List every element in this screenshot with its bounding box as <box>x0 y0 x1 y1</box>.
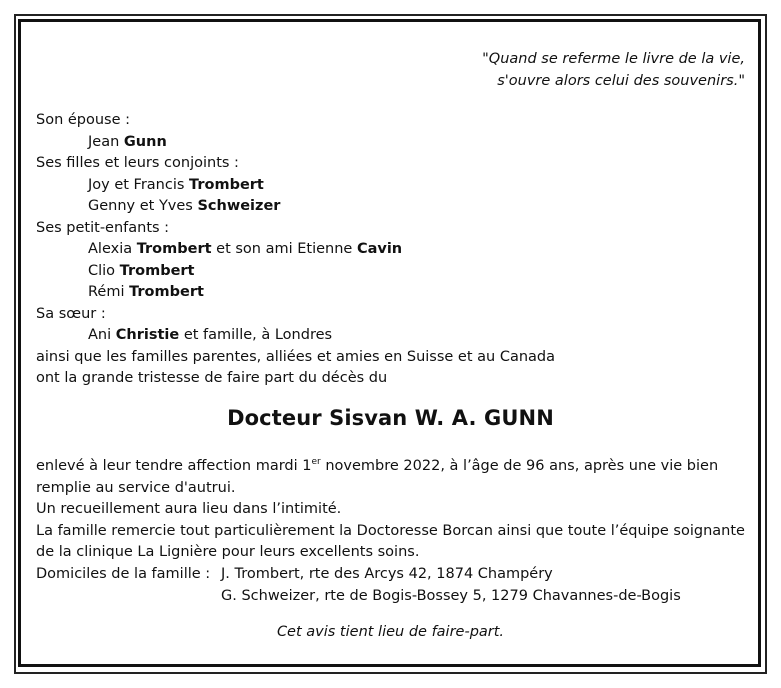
grandchild-entry <box>36 282 555 304</box>
last-name: Trombert <box>189 176 264 193</box>
addresses-label-spacer <box>36 586 221 608</box>
announcement-line: ont la grande tristesse de faire part du décès du <box>36 370 388 386</box>
ordinal-suffix: er <box>311 457 321 468</box>
footer-note: Cet avis tient lieu de faire-part. <box>276 624 505 640</box>
ceremony-paragraph: Un recueillement aura lieu dans l’intimité. <box>36 501 342 517</box>
deceased-name: Docteur Sisvan W. A. GUNN <box>227 406 554 430</box>
last-name: Gunn <box>123 133 167 150</box>
thanks-paragraph: La famille remercie tout particulièrement la Doctoresse Borcan ainsi que toute l’équipe soignante de la clinique La Lignière pour leurs excellents soins. <box>36 522 745 560</box>
address-1: J. Trombert, rte des Arcys 42, 1874 Champéry <box>221 566 553 582</box>
first-name: Clio <box>88 262 116 279</box>
first-name: Jean <box>88 133 120 150</box>
daughter-couple <box>36 196 555 218</box>
grandchild-entry <box>36 239 555 261</box>
addresses-label: Domiciles de la famille : <box>36 566 211 582</box>
partner-last-name: Cavin <box>356 241 403 257</box>
last-name: Trombert <box>129 284 204 300</box>
first-names: Genny et Yves <box>88 198 193 214</box>
family-list <box>36 110 555 390</box>
epigraph-quote <box>482 48 745 92</box>
quote-line-2: s'ouvre alors celui des souvenirs." <box>497 73 745 89</box>
quote-line-1: "Quand se referme le livre de la vie, <box>482 51 745 67</box>
first-name: Ani <box>88 327 112 343</box>
first-name: Rémi <box>88 284 125 300</box>
last-name: Trombert <box>136 241 212 257</box>
sister-rest: et famille, à Londres <box>183 327 333 343</box>
address-row <box>36 564 681 586</box>
passing-paragraph <box>36 456 751 499</box>
sister-entry <box>36 325 555 347</box>
last-name: Schweizer <box>197 198 281 214</box>
extended-family-line: ainsi que les familles parentes, alliées et amies en Suisse et au Canada <box>36 348 556 365</box>
family-addresses <box>36 564 681 607</box>
address-2: G. Schweizer, rte de Bogis-Bossey 5, 1279 Chavannes-de-Bogis <box>221 587 681 604</box>
notice-body <box>36 456 751 564</box>
partner-text: et son ami Etienne <box>216 241 353 257</box>
daughters-heading: Ses filles et leurs conjoints : <box>36 155 239 171</box>
daughter-couple <box>36 175 555 197</box>
passing-text-end: novembre 2022, à l’âge de 96 ans, après une vie bien remplie au service d'autrui. <box>36 458 719 496</box>
first-names: Joy et Francis <box>88 176 185 193</box>
address-row <box>36 586 681 608</box>
spouse-heading: Son épouse : <box>36 112 131 128</box>
spouse-name <box>36 132 555 154</box>
last-name: Trombert <box>119 262 195 279</box>
last-name: Christie <box>115 327 180 343</box>
first-name: Alexia <box>88 241 133 257</box>
grandchildren-heading: Ses petit-enfants : <box>36 219 170 236</box>
passing-text-start: enlevé à leur tendre affection mardi 1 <box>36 458 312 474</box>
sister-heading: Sa sœur : <box>36 305 106 322</box>
grandchild-entry <box>36 261 555 283</box>
